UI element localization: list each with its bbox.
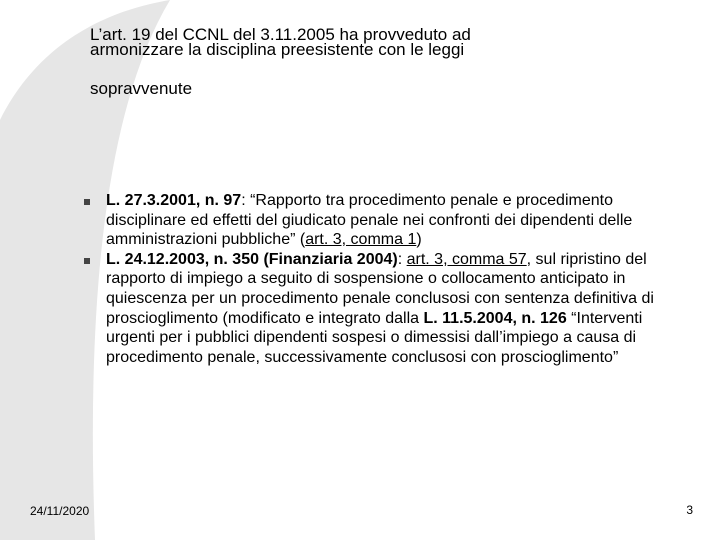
law-reference: L. 27.3.2001, n. 97	[106, 192, 242, 209]
bullet-marker	[84, 199, 90, 205]
bullet-text-end: )	[416, 231, 422, 249]
slide-title	[90, 26, 650, 97]
law-reference: L. 24.12.2003, n. 350 (Finanziaria 2004)	[106, 250, 398, 268]
title-line-2: armonizzare la disciplina preesistente con le leggi	[90, 40, 465, 59]
bullet-marker	[84, 258, 90, 264]
footer-date: 24/11/2020	[30, 504, 90, 518]
bullet-item-1	[84, 191, 694, 250]
page-number: 3	[686, 503, 693, 517]
bullet-item-2	[84, 250, 694, 368]
article-link[interactable]: art. 3, comma 1	[305, 231, 417, 249]
bullet-text-end: “Interventi urgenti per i pubblici dipendenti sospesi o dimessisi dall’impiego a causa di procedimento penale, successivamente conclusosi con proscioglimento”	[106, 309, 643, 366]
bullet-text: :	[397, 250, 407, 268]
bullet-text-mid: , sul ripristino del rapporto di impiego a seguito di sospensione o collocamento anticipato in quiescenza per un procedimento penale conclusosi con sentenza definitiva di proscioglimento (modificato e integrato dalla	[106, 250, 654, 327]
bullet-text: : “Rapporto tra procedimento penale e procedimento disciplinare ed effetti del giudicato penale nei confronti dei dipendenti delle amministrazioni pubbliche” (	[106, 192, 633, 249]
bullet-list	[84, 191, 694, 367]
article-link[interactable]: art. 3, comma 57	[406, 250, 527, 268]
law-reference-2: L. 11.5.2004, n. 126	[423, 309, 567, 327]
title-line-3: sopravvenute	[90, 79, 193, 98]
title-line-1: L’art. 19 del CCNL del 3.11.2005 ha provveduto ad	[90, 25, 471, 44]
